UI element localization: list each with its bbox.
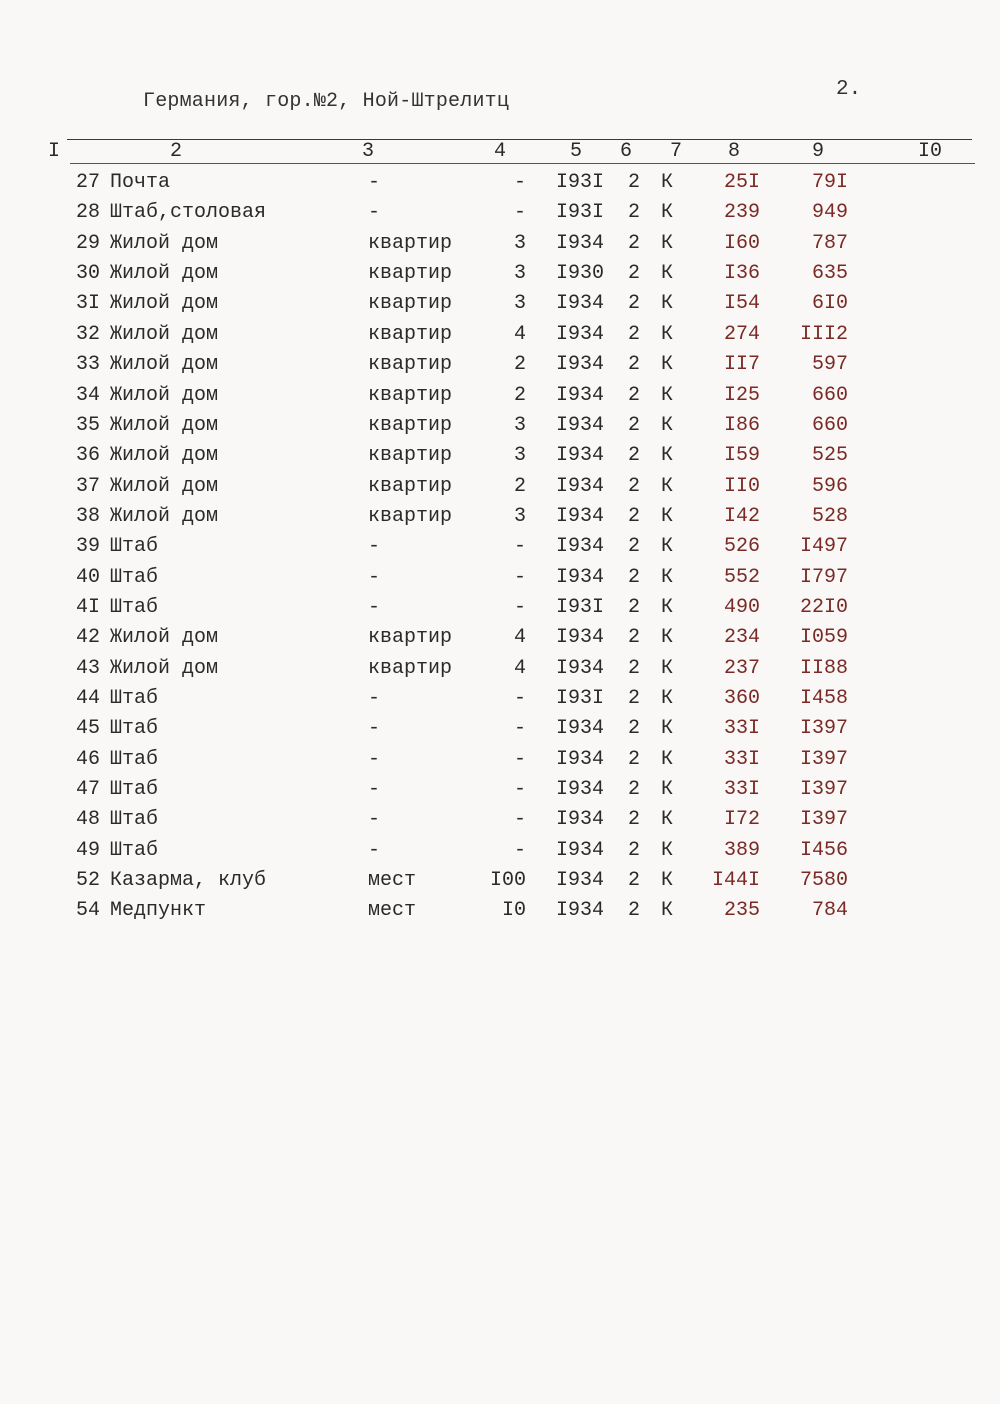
column-9-cell: 660 <box>811 413 848 437</box>
unit-cell: - <box>368 565 381 589</box>
row-number-cell: 44 <box>75 687 100 710</box>
row-number-cell: 3I <box>75 292 100 316</box>
column-9-cell: III2 <box>799 322 848 346</box>
quantity-cell: - <box>513 717 526 741</box>
year-cell: I934 <box>555 565 604 589</box>
column-header: 7 <box>670 140 683 163</box>
column-6-cell: 2 <box>627 383 640 407</box>
column-6-cell: 2 <box>627 262 640 286</box>
column-6-cell: 2 <box>627 171 640 194</box>
unit-cell: - <box>368 717 381 741</box>
table-row <box>0 899 1000 929</box>
unit-cell: - <box>368 778 381 801</box>
object-name-cell: Штаб <box>110 535 159 559</box>
quantity-cell: 2 <box>513 353 526 377</box>
object-name-cell: Жилой дом <box>110 413 219 437</box>
unit-cell: квартир <box>368 353 453 377</box>
column-7-cell: К <box>661 687 674 710</box>
column-6-cell: 2 <box>627 717 640 741</box>
table-row <box>0 596 1000 626</box>
column-8-cell: I36 <box>723 262 760 286</box>
unit-cell: - <box>368 201 381 225</box>
column-6-cell: 2 <box>627 322 640 346</box>
object-name-cell: Жилой дом <box>110 444 219 468</box>
year-cell: I930 <box>555 262 604 286</box>
unit-cell: - <box>368 808 381 832</box>
quantity-cell: 4 <box>513 656 526 680</box>
quantity-cell: - <box>513 778 526 801</box>
row-number-cell: 4I <box>75 595 100 619</box>
row-number-cell: 45 <box>75 717 100 741</box>
column-9-cell: 7580 <box>799 869 848 893</box>
table-row <box>0 717 1000 747</box>
table-row <box>0 687 1000 717</box>
column-header: 5 <box>570 140 583 163</box>
table-row <box>0 353 1000 383</box>
column-7-cell: К <box>661 717 674 741</box>
column-8-cell: 389 <box>723 838 760 862</box>
unit-cell: - <box>368 171 381 194</box>
column-9-cell: I397 <box>799 747 848 771</box>
column-7-cell: К <box>661 474 674 498</box>
column-9-cell: 949 <box>811 201 848 225</box>
table-row <box>0 171 1000 201</box>
column-6-cell: 2 <box>627 778 640 801</box>
unit-cell: квартир <box>368 322 453 346</box>
table-row <box>0 201 1000 231</box>
column-8-cell: 360 <box>723 687 760 710</box>
table-row <box>0 657 1000 687</box>
column-7-cell: К <box>661 778 674 801</box>
column-6-cell: 2 <box>627 353 640 377</box>
column-8-cell: I54 <box>723 292 760 316</box>
table-header-rule <box>70 163 975 164</box>
column-6-cell: 2 <box>627 474 640 498</box>
quantity-cell: 4 <box>513 322 526 346</box>
object-name-cell: Жилой дом <box>110 322 219 346</box>
column-8-cell: I42 <box>723 504 760 528</box>
year-cell: I93I <box>555 201 604 225</box>
column-9-cell: 597 <box>811 353 848 377</box>
object-name-cell: Жилой дом <box>110 231 219 255</box>
column-7-cell: К <box>661 444 674 468</box>
quantity-cell: 4 <box>513 626 526 650</box>
year-cell: I934 <box>555 504 604 528</box>
column-7-cell: К <box>661 595 674 619</box>
column-header: 6 <box>620 140 633 163</box>
column-7-cell: К <box>661 413 674 437</box>
column-6-cell: 2 <box>627 899 640 923</box>
object-name-cell: Казарма, клуб <box>110 869 267 893</box>
quantity-cell: - <box>513 171 526 194</box>
row-number-cell: 49 <box>75 838 100 862</box>
object-name-cell: Жилой дом <box>110 383 219 407</box>
year-cell: I934 <box>555 656 604 680</box>
quantity-cell: 3 <box>513 231 526 255</box>
row-number-cell: 42 <box>75 626 100 650</box>
row-number-cell: 32 <box>75 322 100 346</box>
quantity-cell: 3 <box>513 413 526 437</box>
column-8-cell: 33I <box>723 717 760 741</box>
year-cell: I934 <box>555 322 604 346</box>
row-number-cell: 34 <box>75 383 100 407</box>
column-9-cell: 784 <box>811 899 848 923</box>
column-9-cell: I797 <box>799 565 848 589</box>
quantity-cell: - <box>513 747 526 771</box>
column-7-cell: К <box>661 626 674 650</box>
column-7-cell: К <box>661 656 674 680</box>
year-cell: I934 <box>555 717 604 741</box>
unit-cell: - <box>368 838 381 862</box>
column-8-cell: 237 <box>723 656 760 680</box>
object-name-cell: Штаб,столовая <box>110 201 267 225</box>
row-number-cell: 48 <box>75 808 100 832</box>
column-9-cell: I059 <box>799 626 848 650</box>
row-number-cell: 28 <box>75 201 100 225</box>
column-8-cell: 526 <box>723 535 760 559</box>
column-9-cell: 528 <box>811 504 848 528</box>
object-name-cell: Жилой дом <box>110 292 219 316</box>
page-title: Германия, гор.№2, Ной-Штрелитц <box>143 90 510 113</box>
row-number-cell: 54 <box>75 899 100 923</box>
table-row <box>0 414 1000 444</box>
column-header: 3 <box>362 140 375 163</box>
year-cell: I934 <box>555 292 604 316</box>
column-header: 9 <box>812 140 825 163</box>
column-header: 4 <box>494 140 507 163</box>
column-7-cell: К <box>661 292 674 316</box>
object-name-cell: Жилой дом <box>110 626 219 650</box>
column-6-cell: 2 <box>627 687 640 710</box>
page-number: 2. <box>836 78 862 101</box>
column-8-cell: 33I <box>723 778 760 801</box>
quantity-cell: - <box>513 201 526 225</box>
unit-cell: квартир <box>368 656 453 680</box>
object-name-cell: Жилой дом <box>110 262 219 286</box>
unit-cell: квартир <box>368 504 453 528</box>
column-6-cell: 2 <box>627 565 640 589</box>
column-9-cell: 79I <box>811 171 848 194</box>
object-name-cell: Жилой дом <box>110 353 219 377</box>
column-6-cell: 2 <box>627 808 640 832</box>
column-7-cell: К <box>661 201 674 225</box>
column-header: I <box>48 140 61 163</box>
column-7-cell: К <box>661 899 674 923</box>
column-6-cell: 2 <box>627 292 640 316</box>
row-number-cell: 35 <box>75 413 100 437</box>
unit-cell: мест <box>368 869 417 893</box>
row-number-cell: 30 <box>75 262 100 286</box>
column-6-cell: 2 <box>627 626 640 650</box>
unit-cell: квартир <box>368 292 453 316</box>
year-cell: I934 <box>555 838 604 862</box>
column-7-cell: К <box>661 838 674 862</box>
year-cell: I93I <box>555 687 604 710</box>
column-6-cell: 2 <box>627 747 640 771</box>
column-9-cell: I458 <box>799 687 848 710</box>
quantity-cell: - <box>513 535 526 559</box>
column-6-cell: 2 <box>627 444 640 468</box>
table-row <box>0 505 1000 535</box>
unit-cell: квартир <box>368 383 453 407</box>
quantity-cell: - <box>513 687 526 710</box>
row-number-cell: 39 <box>75 535 100 559</box>
column-9-cell: II88 <box>799 656 848 680</box>
table-row <box>0 292 1000 322</box>
column-9-cell: I397 <box>799 808 848 832</box>
column-6-cell: 2 <box>627 595 640 619</box>
column-9-cell: 22I0 <box>799 595 848 619</box>
column-8-cell: II7 <box>723 353 760 377</box>
unit-cell: - <box>368 595 381 619</box>
column-header-row <box>0 140 1000 164</box>
unit-cell: - <box>368 535 381 559</box>
row-number-cell: 37 <box>75 474 100 498</box>
column-7-cell: К <box>661 262 674 286</box>
column-6-cell: 2 <box>627 656 640 680</box>
column-6-cell: 2 <box>627 838 640 862</box>
quantity-cell: I00 <box>489 869 526 893</box>
object-name-cell: Штаб <box>110 778 159 801</box>
year-cell: I934 <box>555 747 604 771</box>
row-number-cell: 46 <box>75 747 100 771</box>
table-row <box>0 778 1000 808</box>
column-8-cell: I72 <box>723 808 760 832</box>
object-name-cell: Почта <box>110 171 171 194</box>
unit-cell: мест <box>368 899 417 923</box>
year-cell: I934 <box>555 413 604 437</box>
quantity-cell: - <box>513 595 526 619</box>
object-name-cell: Штаб <box>110 808 159 832</box>
row-number-cell: 36 <box>75 444 100 468</box>
column-7-cell: К <box>661 869 674 893</box>
column-9-cell: I397 <box>799 778 848 801</box>
column-8-cell: 234 <box>723 626 760 650</box>
column-6-cell: 2 <box>627 201 640 225</box>
column-8-cell: 25I <box>723 171 760 194</box>
table-row <box>0 323 1000 353</box>
quantity-cell: - <box>513 808 526 832</box>
column-7-cell: К <box>661 808 674 832</box>
column-header: I0 <box>918 140 943 163</box>
year-cell: I934 <box>555 535 604 559</box>
quantity-cell: - <box>513 838 526 862</box>
row-number-cell: 40 <box>75 565 100 589</box>
column-7-cell: К <box>661 565 674 589</box>
column-8-cell: 33I <box>723 747 760 771</box>
year-cell: I934 <box>555 231 604 255</box>
column-8-cell: 552 <box>723 565 760 589</box>
unit-cell: - <box>368 747 381 771</box>
column-6-cell: 2 <box>627 869 640 893</box>
table-row <box>0 748 1000 778</box>
object-name-cell: Жилой дом <box>110 504 219 528</box>
column-9-cell: 525 <box>811 444 848 468</box>
object-name-cell: Штаб <box>110 838 159 862</box>
row-number-cell: 47 <box>75 778 100 801</box>
column-7-cell: К <box>661 171 674 194</box>
unit-cell: квартир <box>368 474 453 498</box>
column-8-cell: I44I <box>711 869 760 893</box>
quantity-cell: I0 <box>501 899 526 923</box>
unit-cell: квартир <box>368 413 453 437</box>
table-row <box>0 384 1000 414</box>
column-9-cell: I397 <box>799 717 848 741</box>
column-9-cell: 596 <box>811 474 848 498</box>
column-header: 8 <box>728 140 741 163</box>
column-9-cell: I497 <box>799 535 848 559</box>
object-name-cell: Штаб <box>110 747 159 771</box>
year-cell: I934 <box>555 383 604 407</box>
table-row <box>0 869 1000 899</box>
table-row <box>0 808 1000 838</box>
column-8-cell: I25 <box>723 383 760 407</box>
table-row <box>0 626 1000 656</box>
column-9-cell: 635 <box>811 262 848 286</box>
column-9-cell: 6I0 <box>811 292 848 316</box>
object-name-cell: Штаб <box>110 687 159 710</box>
column-8-cell: I86 <box>723 413 760 437</box>
column-8-cell: II0 <box>723 474 760 498</box>
table-row <box>0 262 1000 292</box>
year-cell: I934 <box>555 808 604 832</box>
table-row <box>0 535 1000 565</box>
column-6-cell: 2 <box>627 413 640 437</box>
column-8-cell: 239 <box>723 201 760 225</box>
object-name-cell: Штаб <box>110 595 159 619</box>
unit-cell: квартир <box>368 231 453 255</box>
column-8-cell: I60 <box>723 231 760 255</box>
row-number-cell: 43 <box>75 656 100 680</box>
column-7-cell: К <box>661 322 674 346</box>
row-number-cell: 33 <box>75 353 100 377</box>
object-name-cell: Штаб <box>110 565 159 589</box>
column-9-cell: 787 <box>811 231 848 255</box>
column-8-cell: 274 <box>723 322 760 346</box>
column-8-cell: 235 <box>723 899 760 923</box>
column-7-cell: К <box>661 231 674 255</box>
table-row <box>0 839 1000 869</box>
quantity-cell: 2 <box>513 383 526 407</box>
column-9-cell: 660 <box>811 383 848 407</box>
year-cell: I934 <box>555 626 604 650</box>
year-cell: I934 <box>555 899 604 923</box>
quantity-cell: 2 <box>513 474 526 498</box>
unit-cell: квартир <box>368 626 453 650</box>
column-7-cell: К <box>661 504 674 528</box>
column-8-cell: I59 <box>723 444 760 468</box>
column-7-cell: К <box>661 747 674 771</box>
column-7-cell: К <box>661 535 674 559</box>
column-9-cell: I456 <box>799 838 848 862</box>
year-cell: I934 <box>555 353 604 377</box>
object-name-cell: Жилой дом <box>110 656 219 680</box>
year-cell: I93I <box>555 171 604 194</box>
column-7-cell: К <box>661 383 674 407</box>
quantity-cell: 3 <box>513 444 526 468</box>
unit-cell: квартир <box>368 262 453 286</box>
row-number-cell: 38 <box>75 504 100 528</box>
column-7-cell: К <box>661 353 674 377</box>
quantity-cell: - <box>513 565 526 589</box>
column-header: 2 <box>170 140 183 163</box>
row-number-cell: 29 <box>75 231 100 255</box>
quantity-cell: 3 <box>513 262 526 286</box>
row-number-cell: 52 <box>75 869 100 893</box>
year-cell: I934 <box>555 474 604 498</box>
column-6-cell: 2 <box>627 535 640 559</box>
table-row <box>0 566 1000 596</box>
unit-cell: квартир <box>368 444 453 468</box>
quantity-cell: 3 <box>513 292 526 316</box>
year-cell: I93I <box>555 595 604 619</box>
object-name-cell: Жилой дом <box>110 474 219 498</box>
table-row <box>0 232 1000 262</box>
column-6-cell: 2 <box>627 231 640 255</box>
table-row <box>0 475 1000 505</box>
unit-cell: - <box>368 687 381 710</box>
object-name-cell: Медпункт <box>110 899 207 923</box>
row-number-cell: 27 <box>75 171 100 194</box>
table-row <box>0 444 1000 474</box>
column-8-cell: 490 <box>723 595 760 619</box>
year-cell: I934 <box>555 444 604 468</box>
quantity-cell: 3 <box>513 504 526 528</box>
object-name-cell: Штаб <box>110 717 159 741</box>
year-cell: I934 <box>555 869 604 893</box>
column-6-cell: 2 <box>627 504 640 528</box>
year-cell: I934 <box>555 778 604 801</box>
